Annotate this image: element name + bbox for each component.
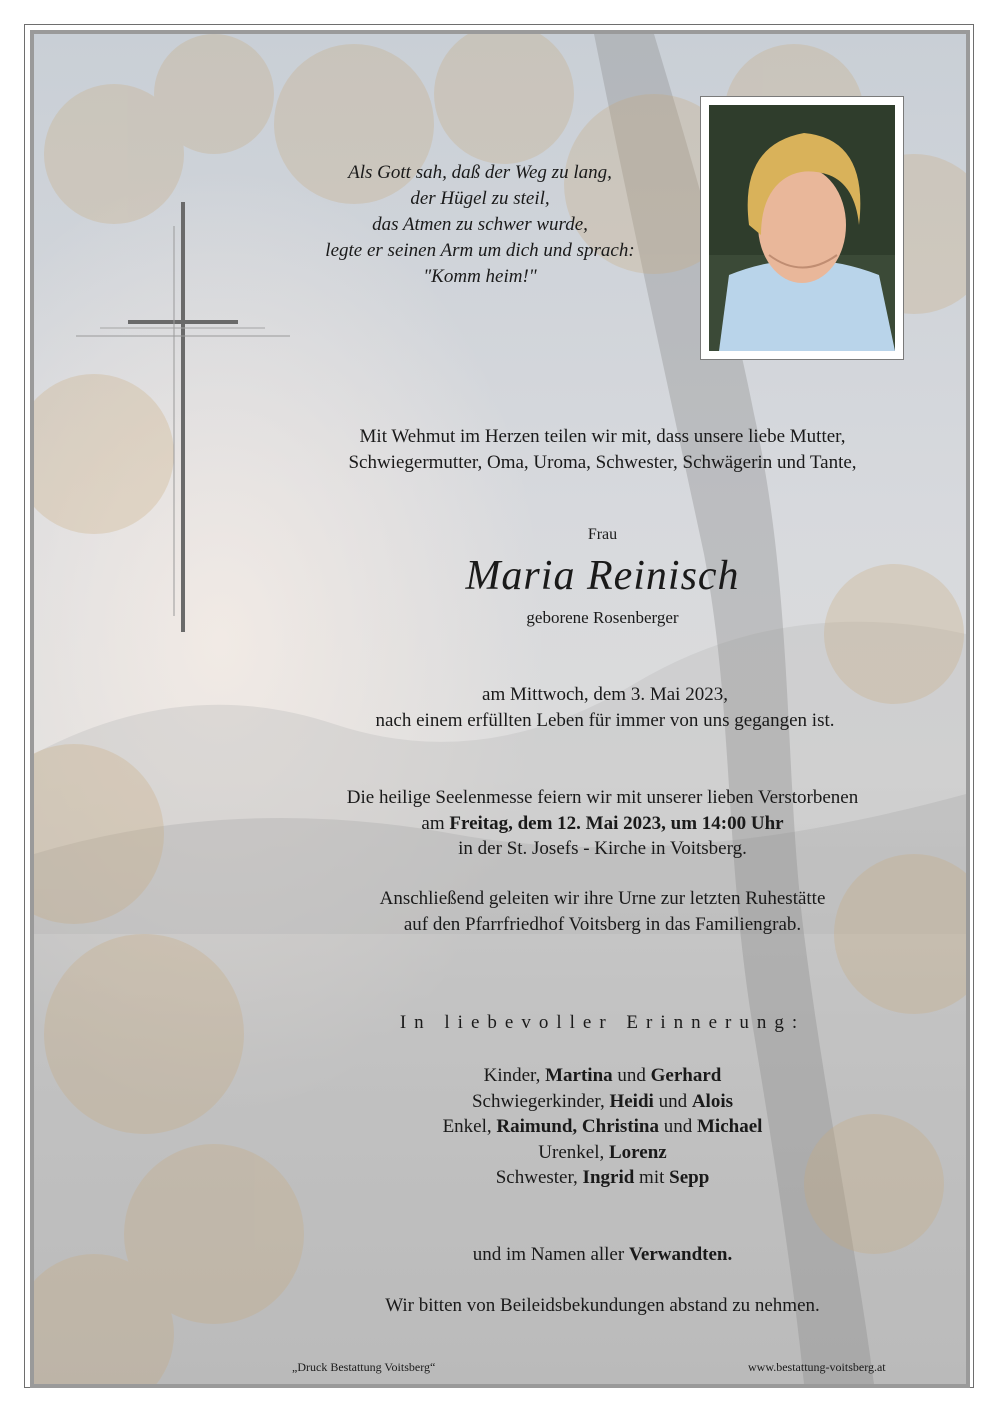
urn-text [0,886,1000,937]
mass-text [0,785,1000,862]
urn-line: Anschließend geleiten wir ihre Urne zur letzten Ruhestätte [379,888,826,909]
footer-website[interactable]: www.bestattung-voitsberg.at [748,1360,886,1374]
intro-line: Schwiegermutter, Oma, Uroma, Schwester, Schwägerin und Tante, [348,451,857,473]
mass-line: in der St. Josefs - Kirche in Voitsberg. [458,838,747,859]
poem [280,160,680,290]
mass-line: Die heilige Seelenmesse feiern wir mit unserer lieben Verstorbenen [346,787,859,808]
poem-line: Als Gott sah, daß der Weg zu lang, [348,162,612,183]
family-line: Schwiegerkinder, Heidi und Alois [471,1090,733,1112]
family-list [0,1063,1000,1191]
family-line: Enkel, Raimund, Christina und Michael [442,1116,763,1137]
salutation: Frau [587,526,618,543]
poem-line: der Hügel zu steil, [410,188,550,209]
family-line: Schwester, Ingrid mit Sepp [495,1167,710,1188]
relatives-line: und im Namen aller Verwandten. [472,1244,733,1265]
birth-name: geborene Rosenberger [526,608,679,627]
death-line: am Mittwoch, dem 3. Mai 2023, [482,684,728,705]
deceased-name: Maria Reinisch [465,553,740,599]
poem-line: legte er seinen Arm um dich und sprach: [325,240,635,261]
remembrance-heading: In liebevoller Erinnerung: [399,1012,806,1033]
urn-line: auf den Pfarrfriedhof Voitsberg in das Familiengrab. [403,913,802,935]
portrait-photo [709,105,895,351]
family-line: Kinder, Martina und Gerhard [483,1065,722,1086]
death-text [0,682,1000,733]
family-line: Urenkel, Lorenz [538,1141,667,1163]
portrait-photo-frame [700,96,904,360]
poem-line: "Komm heim!" [423,266,537,287]
mass-date: Freitag, dem 12. Mai 2023, um 14:00 Uhr [449,812,784,834]
intro-text [0,424,1000,475]
footer-printer: „Druck Bestattung Voitsberg“ [292,1360,436,1374]
condolence-note: Wir bitten von Beileidsbekundungen abstand zu nehmen. [385,1295,820,1316]
poem-line: das Atmen zu schwer wurde, [372,214,588,235]
death-line: nach einem erfüllten Leben für immer von uns gegangen ist. [375,709,835,731]
intro-line: Mit Wehmut im Herzen teilen wir mit, dass unsere liebe Mutter, [359,426,846,447]
mass-line: am Freitag, dem 12. Mai 2023, um 14:00 Uhr [421,812,784,834]
